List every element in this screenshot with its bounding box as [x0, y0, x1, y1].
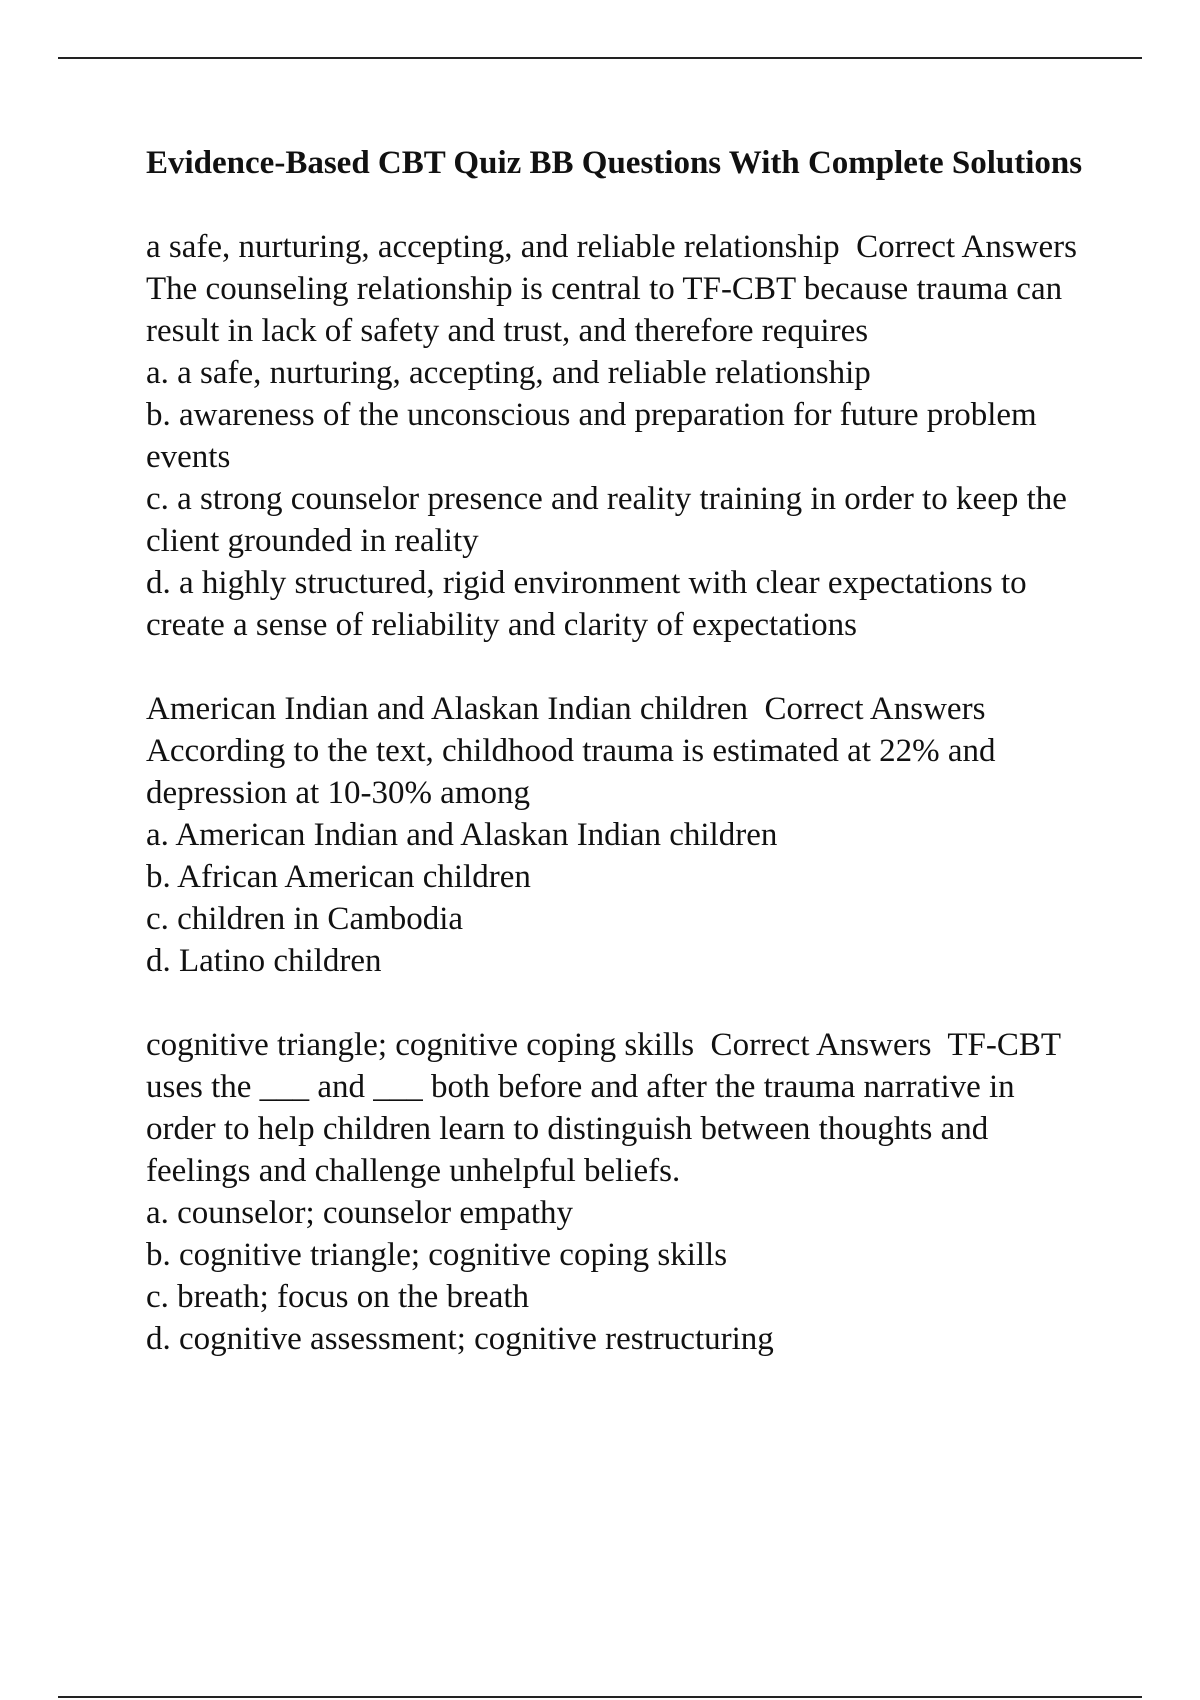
answer-option: b. cognitive triangle; cognitive coping skills — [146, 1237, 728, 1273]
question-block — [146, 688, 1086, 982]
question-block — [146, 226, 1093, 646]
answer-option: b. African American children — [146, 859, 531, 895]
answer-option: d. Latino children — [146, 943, 382, 979]
answer-option: b. awareness of the unconscious and preparation for future problem events — [146, 397, 1037, 475]
document-title: Evidence-Based CBT Quiz BB Questions With Complete Solutions — [146, 145, 1083, 181]
answer-option: c. children in Cambodia — [146, 901, 464, 937]
header-rule — [58, 57, 1142, 59]
footer-rule — [58, 1696, 1142, 1698]
answer-option: c. breath; focus on the breath — [146, 1279, 530, 1315]
question-stem: a safe, nurturing, accepting, and reliable relationship Correct Answers The counseling relationship is central to TF-CBT because trauma can result in lack of safety and trust, and therefore requires — [146, 229, 1093, 349]
answer-option: d. cognitive assessment; cognitive restructuring — [146, 1321, 774, 1357]
question-stem: American Indian and Alaskan Indian children Correct Answers According to the text, childhood trauma is estimated at 22% and depression at 10-30% among — [146, 691, 1004, 811]
answer-option: a. a safe, nurturing, accepting, and reliable relationship — [146, 355, 871, 391]
question-stem: cognitive triangle; cognitive coping skills Correct Answers TF-CBT uses the ___ and ___ both before and after the trauma narrative in order to help children learn to distinguish between thoughts and feelings and challenge unhelpful beliefs. — [146, 1027, 1069, 1189]
answer-option: d. a highly structured, rigid environment with clear expectations to create a sense of reliability and clarity of expectations — [146, 565, 1027, 643]
document-body — [146, 142, 1093, 1402]
question-block — [146, 1024, 1086, 1360]
answer-option: a. counselor; counselor empathy — [146, 1195, 574, 1231]
answer-option: a. American Indian and Alaskan Indian children — [146, 817, 778, 853]
answer-option: c. a strong counselor presence and reality training in order to keep the client grounded in reality — [146, 481, 1067, 559]
